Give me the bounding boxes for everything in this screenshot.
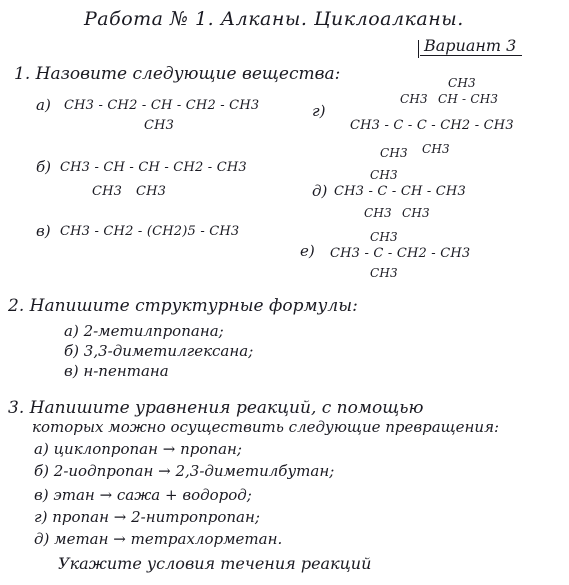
task1-g-top-sub: CH - CH3 (438, 92, 499, 106)
task1-d-bottom2: CH3 (402, 206, 430, 220)
task1-d-formula: CH3 - C - CH - CH3 (334, 184, 466, 199)
task1-e-top: CH3 (370, 230, 398, 244)
task1-e-formula: CH3 - C - CH2 - CH3 (330, 246, 471, 261)
task1-b-branch2: CH3 (136, 184, 167, 199)
task1-g-bottom1: CH3 (380, 146, 408, 160)
task1-b-formula: CH3 - CH - CH - CH2 - CH3 (60, 160, 247, 175)
task3-item-a: а) циклопропан → пропан; (34, 440, 242, 458)
task1-e-label: е) (300, 242, 315, 260)
worksheet-title: Работа № 1. Алканы. Циклоалканы. (84, 8, 464, 30)
task1-a-formula: CH3 - CH2 - CH - CH2 - CH3 (64, 98, 260, 113)
task3-heading-cont: которых можно осуществить следующие превращения: (32, 418, 500, 436)
task3-footer: Укажите условия течения реакций (58, 554, 372, 573)
task2-item-b: б) 3,3-диметилгексана; (64, 342, 254, 360)
task1-g-top2: CH3 (448, 76, 476, 90)
task3-item-d: д) метан → тетрахлорметан. (34, 530, 283, 548)
task1-d-bottom1: CH3 (364, 206, 392, 220)
variant-label: Вариант 3 (420, 36, 522, 56)
task1-a-branch: CH3 (144, 118, 175, 133)
task1-g-bottom2: CH3 (422, 142, 450, 156)
task1-a-label: а) (36, 96, 51, 114)
task1-b-branch1: CH3 (92, 184, 123, 199)
task3-item-v: в) этан → сажа + водород; (34, 486, 252, 504)
task1-g-label: г) (312, 102, 326, 120)
task2-item-v: в) н-пентана (64, 362, 169, 380)
task1-heading: 1. Назовите следующие вещества: (14, 64, 341, 84)
task2-item-a: а) 2-метилпропана; (64, 322, 224, 340)
task3-heading: 3. Напишите уравнения реакций, с помощью (8, 398, 424, 418)
task1-e-bottom: CH3 (370, 266, 398, 280)
task1-b-label: б) (36, 158, 52, 176)
task1-v-formula: CH3 - CH2 - (CH2)5 - CH3 (60, 224, 240, 239)
task1-d-top: CH3 (370, 168, 398, 182)
task1-v-label: в) (36, 222, 51, 240)
task2-heading: 2. Напишите структурные формулы: (8, 296, 358, 316)
task3-item-b: б) 2-иодпропан → 2,3-диметилбутан; (34, 462, 335, 480)
task1-g-formula: CH3 - C - C - CH2 - CH3 (350, 118, 514, 133)
task1-d-label: д) (312, 182, 328, 200)
task1-g-top1: CH3 (400, 92, 428, 106)
task3-item-g: г) пропан → 2-нитропропан; (34, 508, 260, 526)
